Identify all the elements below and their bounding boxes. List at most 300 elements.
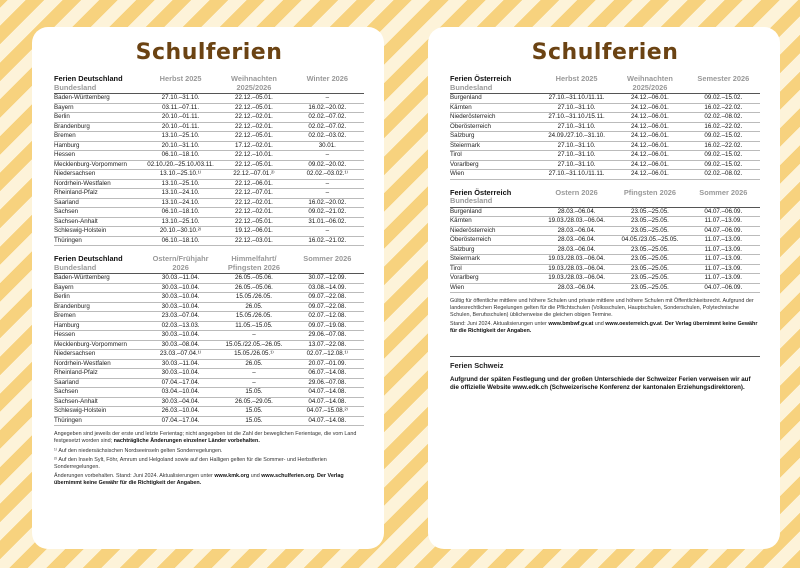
link-bmbwf[interactable]: www.bmbwf.gv.at	[548, 321, 594, 328]
table-row	[54, 113, 364, 123]
date-cell: 22.12.–02.01.	[217, 198, 290, 208]
date-cell: 22.12.–02.01.	[217, 113, 290, 123]
table-row	[450, 141, 760, 151]
region-cell: Oberösterreich	[450, 122, 540, 132]
date-cell: 26.05.	[217, 359, 290, 369]
region-cell: Kärnten	[450, 103, 540, 113]
date-cell: 30.07.–12.09.	[291, 274, 364, 284]
region-cell: Sachsen-Anhalt	[54, 217, 144, 227]
footnote: Änderungen vorbehalten. Stand: Juni 2024. Aktualisierungen unter www.kmk.org und www.schulferien.org. Der Verlag übernimmt keine Gewähr für die Richtigkeit der Angaben.	[54, 473, 344, 486]
date-cell: 03.11.–07.11.	[144, 103, 217, 113]
date-cell: 13.10.–24.10.	[144, 189, 217, 199]
date-cell: 16.02.–20.02.	[291, 198, 364, 208]
date-cell: 27.10.–31.10.	[540, 122, 613, 132]
footnotes	[450, 298, 760, 334]
date-cell: 20.10.–30.10.²⁾	[144, 227, 217, 237]
region-cell: Schleswig-Holstein	[54, 407, 144, 417]
date-cell: 07.04.–17.04.	[144, 378, 217, 388]
footnote-text: und	[594, 321, 604, 328]
date-cell: 26.05.–29.05.	[217, 397, 290, 407]
date-cell: 24.12.–06.01.	[613, 103, 686, 113]
date-cell: 20.10.–31.10.	[144, 141, 217, 151]
column-header: Semester 2026	[687, 75, 760, 94]
footnote: ¹⁾ Auf den niedersächsischen Nordseeinseln gelten Sonderregelungen.	[54, 447, 223, 454]
column-header: Herbst 2025	[144, 75, 217, 94]
date-cell: 02.02.–07.02.	[291, 113, 364, 123]
region-cell: Rheinland-Pfalz	[54, 369, 144, 379]
date-cell: –	[291, 227, 364, 237]
date-cell: 03.04.–10.04.	[144, 388, 217, 398]
date-cell: 23.05.–25.05.	[613, 255, 686, 265]
table-row	[450, 245, 760, 255]
date-cell: 22.12.–06.01.	[217, 179, 290, 189]
link-oesterreich[interactable]: www.oesterreich.gv.at	[605, 321, 662, 328]
date-cell: 30.03.–10.04.	[144, 331, 217, 341]
date-cell: 19.03./28.03.–06.04.	[540, 274, 613, 284]
region-cell: Sachsen	[54, 388, 144, 398]
left-page	[32, 27, 384, 549]
date-cell: 16.02.–22.02.	[687, 103, 760, 113]
table-row	[54, 359, 364, 369]
date-cell: 02.03.–13.03.	[144, 321, 217, 331]
date-cell: 07.04.–17.04.	[144, 416, 217, 426]
table-body	[54, 274, 364, 426]
date-cell: 26.05.	[217, 302, 290, 312]
region-cell: Burgenland	[450, 94, 540, 104]
table-row	[54, 170, 364, 180]
date-cell: 22.12.–05.01.	[217, 103, 290, 113]
region-cell: Bremen	[54, 132, 144, 142]
date-cell: 15.05./26.05.¹⁾	[217, 350, 290, 360]
date-cell: 11.07.–13.09.	[687, 217, 760, 227]
page-title: Schulferien	[531, 40, 679, 65]
region-cell: Tirol	[450, 264, 540, 274]
date-cell: 11.07.–13.09.	[687, 236, 760, 246]
date-cell: 09.07.–22.08.	[291, 293, 364, 303]
date-cell: 27.10.–31.10./11.11.	[540, 170, 613, 180]
region-cell: Hamburg	[54, 141, 144, 151]
date-cell: 30.03.–10.04.	[144, 293, 217, 303]
table-row	[450, 283, 760, 293]
date-cell: 30.03.–10.04.	[144, 302, 217, 312]
date-cell: 13.07.–22.08.	[291, 340, 364, 350]
date-cell: 23.05.–25.05.	[613, 217, 686, 227]
table-header-bundesland: Bundesland	[54, 262, 97, 272]
table-row	[54, 331, 364, 341]
date-cell: 15.05./26.05.	[217, 312, 290, 322]
date-cell: 02.02.–08.02.	[687, 170, 760, 180]
date-cell: 09.02.–15.02.	[687, 160, 760, 170]
region-cell: Baden-Württemberg	[54, 274, 144, 284]
table-row	[450, 94, 760, 104]
region-cell: Thüringen	[54, 236, 144, 246]
date-cell: 27.10.–31.10./15.11.	[540, 113, 613, 123]
date-cell: 22.12.–05.01.	[217, 94, 290, 104]
column-header: Herbst 2025	[540, 75, 613, 94]
date-cell: 23.03.–07.04.¹⁾	[144, 350, 217, 360]
date-cell: 22.12.–07.01.²⁾	[217, 170, 290, 180]
region-cell: Niederösterreich	[450, 113, 540, 123]
table-body	[450, 94, 760, 180]
date-cell: 28.03.–06.04.	[540, 226, 613, 236]
table-row	[450, 122, 760, 132]
date-cell: 16.02.–20.02.	[291, 103, 364, 113]
region-cell: Hamburg	[54, 321, 144, 331]
region-cell: Thüringen	[54, 416, 144, 426]
date-cell: 22.12.–02.01.	[217, 122, 290, 132]
date-cell: 19.03./28.03.–06.04.	[540, 264, 613, 274]
date-cell: 16.02.–22.02.	[687, 141, 760, 151]
date-cell: 11.07.–13.09.	[687, 245, 760, 255]
link-kmk[interactable]: www.kmk.org	[214, 473, 250, 480]
date-cell: 30.03.–11.04.	[144, 274, 217, 284]
date-cell: 02.07.–12.08.	[291, 312, 364, 322]
table-row	[54, 312, 364, 322]
region-cell: Bayern	[54, 103, 144, 113]
date-cell: –	[291, 179, 364, 189]
column-header: Himmelfahrt/ Pfingsten 2026	[217, 255, 290, 274]
date-cell: 30.03.–11.04.	[144, 359, 217, 369]
table-header-region: Ferien Österreich	[450, 187, 512, 197]
date-cell: 30.03.–04.04.	[144, 397, 217, 407]
date-cell: 24.12.–06.01.	[613, 170, 686, 180]
date-cell: 15.05.	[217, 407, 290, 417]
table-row	[450, 226, 760, 236]
region-cell: Baden-Württemberg	[54, 94, 144, 104]
column-header: Ostern 2026	[540, 189, 613, 208]
region-cell: Vorarlberg	[450, 274, 540, 284]
date-cell: 04.07.–06.09.	[687, 226, 760, 236]
date-cell: 22.12.–10.01.	[217, 151, 290, 161]
date-cell: 09.07.–22.08.	[291, 302, 364, 312]
date-cell: 09.02.–15.02.	[687, 151, 760, 161]
table-row	[450, 264, 760, 274]
schweiz-text: Aufgrund der späten Festlegung und der großen Unterschiede der Schweizer Ferien verweisen wir auf die offizielle Website www.edk.ch (Schweizerische Konferenz der kantonalen Erziehungsdirektoren).	[450, 376, 751, 392]
holiday-table	[450, 189, 760, 294]
date-cell: 24.09./27.10.–31.10.	[540, 132, 613, 142]
footnote-text: Angegeben sind jeweils der erste und letzte Ferientag; nicht angegeben ist die Zahl der beweglichen Ferientage, die vom Land festgesetzt worden sind;	[54, 431, 357, 444]
date-cell: 13.10.–25.10.	[144, 217, 217, 227]
table-row	[54, 397, 364, 407]
date-cell: 23.05.–25.05.	[613, 274, 686, 284]
region-cell: Hessen	[54, 331, 144, 341]
footnote	[54, 431, 364, 444]
date-cell: 16.02.–22.02.	[687, 122, 760, 132]
column-header: Ostern/Frühjahr 2026	[144, 255, 217, 274]
table-row	[54, 227, 364, 237]
table-row	[54, 189, 364, 199]
date-cell: 13.10.–24.10.	[144, 198, 217, 208]
date-cell: 22.12.–05.01.	[217, 132, 290, 142]
region-cell: Burgenland	[450, 207, 540, 217]
date-cell: 31.01.–06.02.	[291, 217, 364, 227]
column-header: Weihnachten 2025/2026	[613, 75, 686, 94]
table-header-bundesland: Bundesland	[450, 82, 493, 92]
table-row	[450, 132, 760, 142]
table-row	[54, 236, 364, 246]
table-header-first	[54, 255, 144, 274]
table-row	[54, 321, 364, 331]
disclaimer: Der Verlag übernimmt keine Gewähr für die Richtigkeit der Angaben.	[450, 321, 758, 334]
date-cell: 27.10.–31.10./11.11.	[540, 94, 613, 104]
date-cell: 22.12.–05.01.	[217, 217, 290, 227]
date-cell: 23.05.–25.05.	[613, 283, 686, 293]
table-row	[450, 217, 760, 227]
date-cell: 23.05.–25.05.	[613, 207, 686, 217]
table-row	[54, 103, 364, 113]
date-cell: 13.10.–25.10.	[144, 179, 217, 189]
table-row	[54, 274, 364, 284]
table-row	[450, 207, 760, 217]
date-cell: 24.12.–06.01.	[613, 160, 686, 170]
table-row	[450, 160, 760, 170]
table-row	[54, 293, 364, 303]
region-cell: Steiermark	[450, 255, 540, 265]
footnote-bold: nachträgliche Änderungen einzelner Länder vorbehalten.	[113, 437, 260, 444]
column-header: Sommer 2026	[291, 255, 364, 274]
holiday-table	[54, 255, 364, 426]
table-row	[54, 407, 364, 417]
footnotes	[54, 431, 364, 486]
table-row	[450, 170, 760, 180]
disclaimer: Der Verlag übernimmt keine Gewähr für die Richtigkeit der Angaben.	[54, 473, 344, 486]
date-cell: 02.10./20.–25.10./03.11.	[144, 160, 217, 170]
footnote-text: Stand: Juni 2024. Aktualisierungen unter	[450, 321, 547, 328]
date-cell: 13.10.–25.10.	[144, 132, 217, 142]
region-cell: Nordrhein-Westfalen	[54, 359, 144, 369]
date-cell: –	[291, 151, 364, 161]
column-header: Sommer 2026	[687, 189, 760, 208]
table-body	[54, 94, 364, 246]
date-cell: 29.06.–07.08.	[291, 378, 364, 388]
table-body	[450, 207, 760, 293]
date-cell: 09.02.–15.02.	[687, 94, 760, 104]
table-row	[450, 151, 760, 161]
region-cell: Brandenburg	[54, 302, 144, 312]
date-cell: –	[291, 94, 364, 104]
date-cell: 30.01.	[291, 141, 364, 151]
table-row	[54, 217, 364, 227]
date-cell: 04.07.–14.08.	[291, 416, 364, 426]
right-page	[428, 27, 780, 549]
date-cell: 04.07.–14.08.	[291, 388, 364, 398]
table-row	[450, 236, 760, 246]
date-cell: 20.10.–01.11.	[144, 122, 217, 132]
table-header-region: Ferien Österreich	[450, 74, 512, 83]
link-schulferien[interactable]: www.schulferien.org	[261, 473, 315, 480]
date-cell: 28.03.–06.04.	[540, 245, 613, 255]
date-cell: 24.12.–06.01.	[613, 141, 686, 151]
date-cell: 11.07.–13.09.	[687, 274, 760, 284]
region-cell: Bremen	[54, 312, 144, 322]
date-cell: 20.10.–01.11.	[144, 113, 217, 123]
region-cell: Rheinland-Pfalz	[54, 189, 144, 199]
date-cell: 23.05.–25.05.	[613, 264, 686, 274]
date-cell: 27.10.–31.10.	[144, 94, 217, 104]
date-cell: 23.03.–07.04.	[144, 312, 217, 322]
region-cell: Berlin	[54, 293, 144, 303]
region-cell: Niedersachsen	[54, 350, 144, 360]
table-row	[54, 416, 364, 426]
region-cell: Mecklenburg-Vorpommern	[54, 160, 144, 170]
date-cell: 24.12.–06.01.	[613, 151, 686, 161]
table-row	[54, 208, 364, 218]
region-cell: Saarland	[54, 378, 144, 388]
date-cell: 02.02.–03.02.	[291, 132, 364, 142]
table-row	[54, 340, 364, 350]
date-cell: 15.05./22.05.–26.05.	[217, 340, 290, 350]
region-cell: Vorarlberg	[450, 160, 540, 170]
column-header: Weihnachten 2025/2026	[217, 75, 290, 94]
table-row	[54, 369, 364, 379]
region-cell: Wien	[450, 170, 540, 180]
date-cell: 30.03.–10.04.	[144, 369, 217, 379]
table-row	[450, 103, 760, 113]
region-cell: Wien	[450, 283, 540, 293]
date-cell: 27.10.–31.10.	[540, 103, 613, 113]
date-cell: 16.02.–21.02.	[291, 236, 364, 246]
footnote: ²⁾ Auf den Inseln Sylt, Föhr, Amrum und Helgoland sowie auf den Halligen gelten für die Sommer- und Herbstferien Sonderregelungen.	[54, 457, 327, 470]
table-row	[54, 160, 364, 170]
date-cell: 09.02.–15.02.	[687, 132, 760, 142]
date-cell: 02.02.–07.02.	[291, 122, 364, 132]
date-cell: –	[291, 189, 364, 199]
date-cell: 06.07.–14.08.	[291, 369, 364, 379]
date-cell: 27.10.–31.10.	[540, 160, 613, 170]
table-header-first	[54, 75, 144, 94]
date-cell: 24.12.–06.01.	[613, 122, 686, 132]
date-cell: 06.10.–18.10.	[144, 236, 217, 246]
date-cell: 19.12.–06.01.	[217, 227, 290, 237]
table-header-region: Ferien Deutschland	[54, 74, 123, 83]
date-cell: 26.05.–05.06.	[217, 274, 290, 284]
table-header-first	[450, 189, 540, 208]
date-cell: 15.05.	[217, 416, 290, 426]
date-cell: 28.03.–06.04.	[540, 236, 613, 246]
date-cell: 17.12.–02.01.	[217, 141, 290, 151]
table-row	[54, 122, 364, 132]
region-cell: Salzburg	[450, 132, 540, 142]
date-cell: 27.10.–31.10.	[540, 151, 613, 161]
table-row	[54, 141, 364, 151]
table-row	[54, 283, 364, 293]
date-cell: 04.07.–06.09.	[687, 283, 760, 293]
date-cell: 19.03./28.03.–06.04.	[540, 217, 613, 227]
region-cell: Kärnten	[450, 217, 540, 227]
region-cell: Berlin	[54, 113, 144, 123]
region-cell: Tirol	[450, 151, 540, 161]
date-cell: 30.03.–10.04.	[144, 283, 217, 293]
date-cell: –	[217, 378, 290, 388]
date-cell: 26.05.–05.06.	[217, 283, 290, 293]
table-row	[450, 274, 760, 284]
footnote-text: und	[250, 473, 260, 480]
page-title: Schulferien	[135, 40, 283, 65]
date-cell: 23.05.–25.05.	[613, 226, 686, 236]
region-cell: Brandenburg	[54, 122, 144, 132]
date-cell: 15.05./26.05.	[217, 293, 290, 303]
date-cell: 11.05.–15.05.	[217, 321, 290, 331]
table-row	[54, 378, 364, 388]
region-cell: Saarland	[54, 198, 144, 208]
region-cell: Schleswig-Holstein	[54, 227, 144, 237]
region-cell: Salzburg	[450, 245, 540, 255]
date-cell: 15.05.	[217, 388, 290, 398]
date-cell: 02.02.–03.02.¹⁾	[291, 170, 364, 180]
holiday-table	[54, 75, 364, 246]
date-cell: 23.05.–25.05.	[613, 245, 686, 255]
region-cell: Sachsen	[54, 208, 144, 218]
date-cell: –	[217, 331, 290, 341]
date-cell: –	[217, 369, 290, 379]
date-cell: 22.12.–05.01.	[217, 160, 290, 170]
date-cell: 13.10.–25.10.¹⁾	[144, 170, 217, 180]
region-cell: Niedersachsen	[54, 170, 144, 180]
region-cell: Sachsen-Anhalt	[54, 397, 144, 407]
date-cell: 02.02.–08.02.	[687, 113, 760, 123]
date-cell: 26.03.–10.04.	[144, 407, 217, 417]
column-header: Winter 2026	[291, 75, 364, 94]
date-cell: 06.10.–18.10.	[144, 208, 217, 218]
table-row	[54, 179, 364, 189]
date-cell: 24.12.–06.01.	[613, 94, 686, 104]
table-row	[54, 132, 364, 142]
region-cell: Mecklenburg-Vorpommern	[54, 340, 144, 350]
date-cell: 24.12.–06.01.	[613, 132, 686, 142]
footnote: Stand: Juni 2024. Aktualisierungen unter www.bmbwf.gv.at und www.oesterreich.gv.at. Der Verlag übernimmt keine Gewähr für die Richtigkeit der Angaben.	[450, 321, 758, 334]
table-row	[54, 388, 364, 398]
date-cell: 04.07.–14.08.	[291, 397, 364, 407]
table-row	[54, 350, 364, 360]
date-cell: 24.12.–06.01.	[613, 113, 686, 123]
table-row	[54, 198, 364, 208]
date-cell: 09.02.–20.02.	[291, 160, 364, 170]
date-cell: 04.05./23.05.–25.05.	[613, 236, 686, 246]
date-cell: 28.03.–06.04.	[540, 283, 613, 293]
table-row	[450, 255, 760, 265]
date-cell: 11.07.–13.09.	[687, 255, 760, 265]
date-cell: 04.07.–15.08.²⁾	[291, 407, 364, 417]
date-cell: 11.07.–13.09.	[687, 264, 760, 274]
region-cell: Niederösterreich	[450, 226, 540, 236]
region-cell: Steiermark	[450, 141, 540, 151]
region-cell: Hessen	[54, 151, 144, 161]
table-row	[54, 94, 364, 104]
date-cell: 22.12.–02.01.	[217, 208, 290, 218]
schweiz-section	[450, 356, 760, 392]
date-cell: 04.07.–06.09.	[687, 207, 760, 217]
region-cell: Bayern	[54, 283, 144, 293]
column-header: Pfingsten 2026	[613, 189, 686, 208]
region-cell: Oberösterreich	[450, 236, 540, 246]
schweiz-title: Ferien Schweiz	[450, 361, 504, 371]
table-header-first	[450, 75, 540, 94]
date-cell: 19.03./28.03.–06.04.	[540, 255, 613, 265]
table-header-bundesland: Bundesland	[450, 196, 493, 206]
date-cell: 22.12.–03.01.	[217, 236, 290, 246]
table-row	[54, 151, 364, 161]
holiday-table	[450, 75, 760, 180]
date-cell: 09.07.–19.08.	[291, 321, 364, 331]
date-cell: 22.12.–07.01.	[217, 189, 290, 199]
table-header-region: Ferien Deutschland	[54, 254, 123, 264]
date-cell: 29.06.–07.08.	[291, 331, 364, 341]
date-cell: 30.03.–08.04.	[144, 340, 217, 350]
table-row	[450, 113, 760, 123]
date-cell: 20.07.–01.09.	[291, 359, 364, 369]
table-header-bundesland: Bundesland	[54, 82, 97, 92]
region-cell: Nordrhein-Westfalen	[54, 179, 144, 189]
